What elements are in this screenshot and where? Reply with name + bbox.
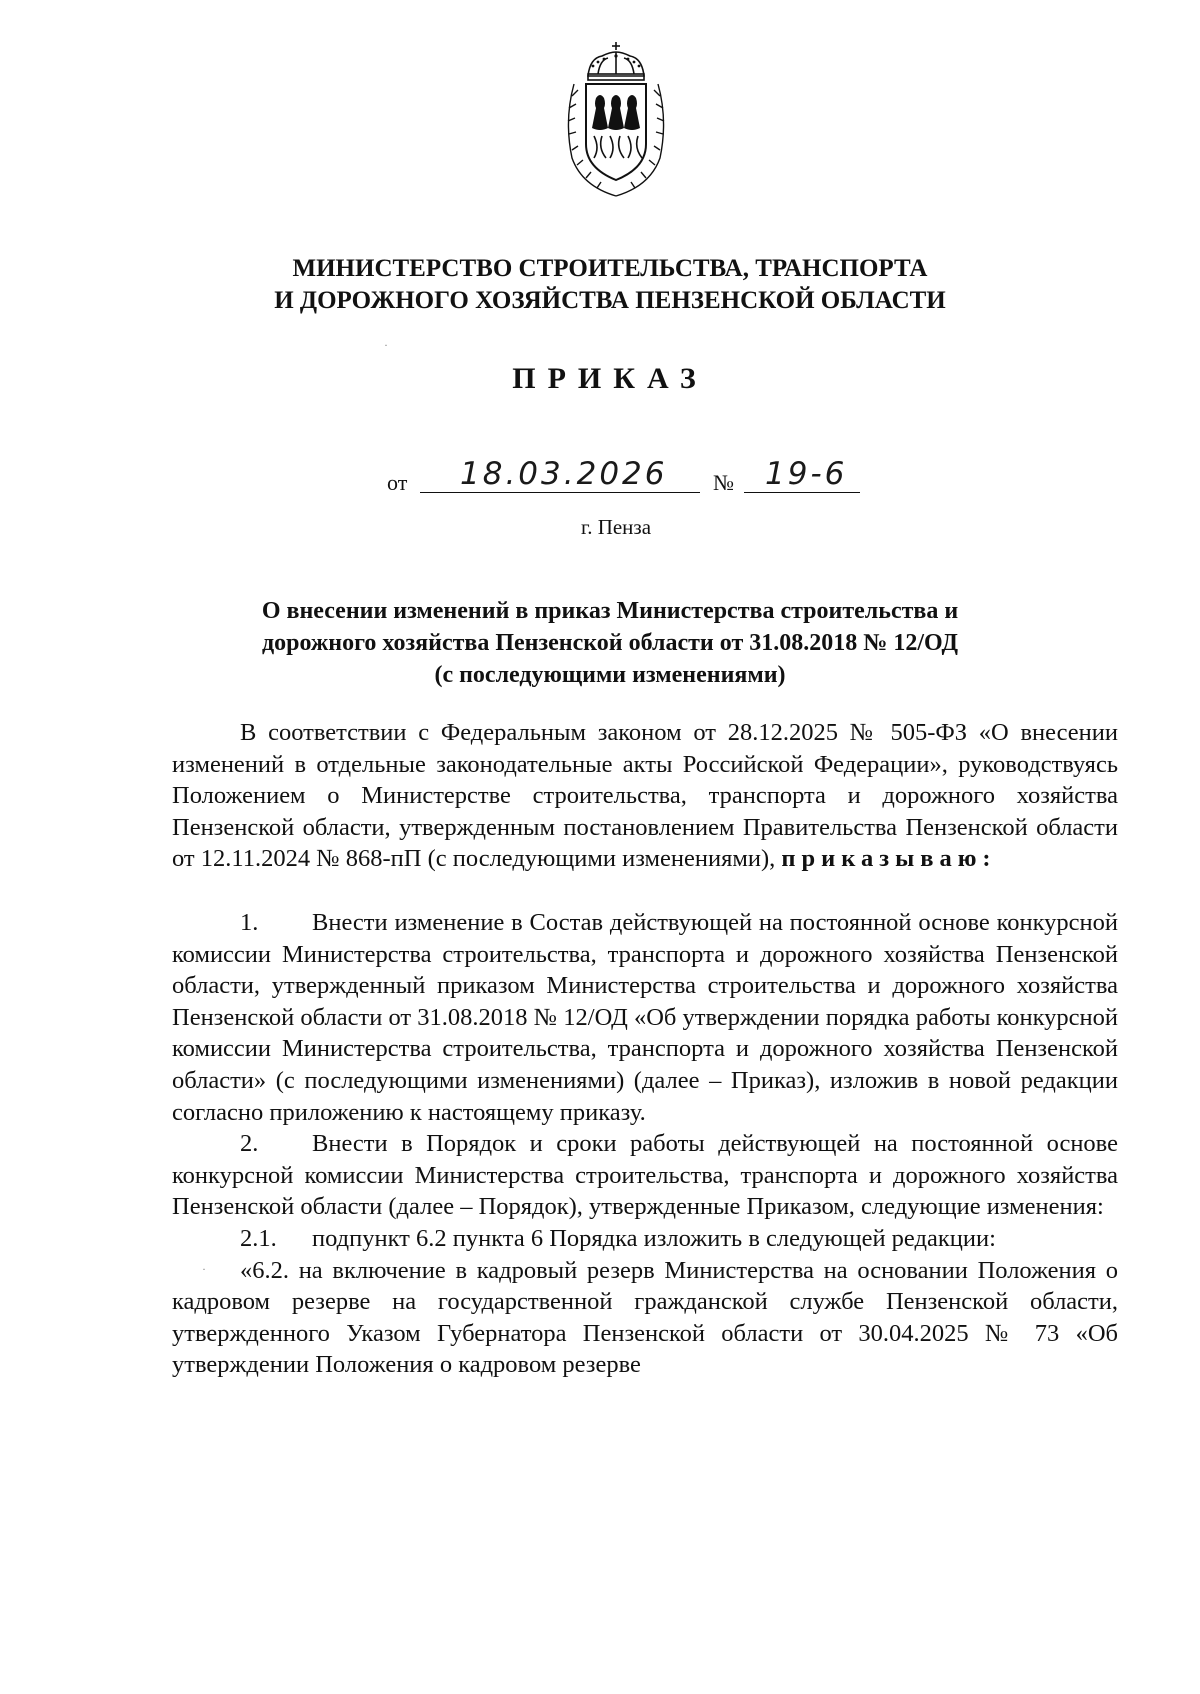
- paragraph-gap: [172, 875, 1118, 907]
- item-2: [172, 1128, 1118, 1223]
- item-1-text: Внести изменение в Состав действующей на постоянной основе конкурсной комиссии Министерства строительства, транспорта и дорожного хозяйства Пензенской области, утвержденный приказом Министерства строительства и дорожного хозяйства Пензенской области от 31.08.2018 № 12/ОД «Об утверждении порядка работы конкурсной комиссии Министерства строительства, транспорта и дорожного хозяйства Пензенской области» (с последующими изменениями) (далее – Приказ), изложив в новой редакции согласно приложению к настоящему приказу.: [172, 908, 1118, 1126]
- subject-line2: дорожного хозяйства Пензенской области от 31.08.2018 № 12/ОД: [261, 630, 958, 656]
- item-2-text: Внести в Порядок и сроки работы действующей на постоянной основе конкурсной комиссии Министерства строительства, транспорта и дорожного хозяйства Пензенской области (далее – Порядок), утвержденные Приказом, следующие изменения:: [172, 1130, 1118, 1221]
- item-2-label: 2.: [240, 1130, 259, 1158]
- city-label: г. Пенза: [580, 515, 652, 539]
- subject-line1: О внесении изменений в приказ Министерства строительства и: [261, 598, 959, 624]
- item-1: [172, 907, 1118, 1128]
- scan-speck: ·: [202, 1262, 206, 1276]
- order-body: [172, 717, 1118, 1381]
- handwritten-number: 19-6: [765, 456, 848, 492]
- preamble-text: В соответствии с Федеральным законом от 28.12.2025 № 505-ФЗ «О внесении изменений в отдельные законодательные акты Российской Федерации», руководствуясь Положением о Министерстве строительства, транспорта и дорожного хозяйства Пензенской области, утвержденным постановлением Правительства Пензенской области от 12.11.2024 № 868-пП (с последующими изменениями),: [172, 719, 1118, 873]
- order-subject: [160, 595, 1060, 691]
- scan-speck: ·: [384, 338, 388, 352]
- number-prefix: №: [713, 470, 734, 495]
- date-number-line: [0, 456, 1200, 502]
- ministry-name-line2: И ДОРОЖНОГО ХОЗЯЙСТВА ПЕНЗЕНСКОЙ ОБЛАСТИ: [274, 287, 946, 314]
- date-prefix: от: [387, 470, 408, 495]
- item-1-label: 1.: [240, 908, 259, 936]
- item-2-1-label: 2.1.: [240, 1224, 277, 1252]
- ministry-name: [160, 253, 1060, 317]
- quoted-subparagraph: «6.2. на включение в кадровый резерв Министерства на основании Положения о кадровом резерве на государственной гражданской службе Пензенской области, утвержденного Указом Губернатора Пензенской области от 30.04.2025 № 73 «Об утверждении Положения о кадровом резерве: [172, 1256, 1118, 1379]
- coat-of-arms-icon: [558, 40, 674, 200]
- order-word: приказываю:: [781, 845, 997, 873]
- ministry-name-line1: МИНИСТЕРСТВО СТРОИТЕЛЬСТВА, ТРАНСПОРТА: [292, 255, 928, 282]
- preamble-paragraph: [172, 717, 1118, 875]
- item-2-1: [172, 1223, 1118, 1255]
- handwritten-date: 18.03.2026: [460, 456, 668, 492]
- subject-line3: (с последующими изменениями): [434, 662, 786, 688]
- item-2-1-text: подпункт 6.2 пункта 6 Порядка изложить в следующей редакции:: [312, 1224, 996, 1252]
- document-type-title: ПРИКАЗ: [512, 362, 708, 395]
